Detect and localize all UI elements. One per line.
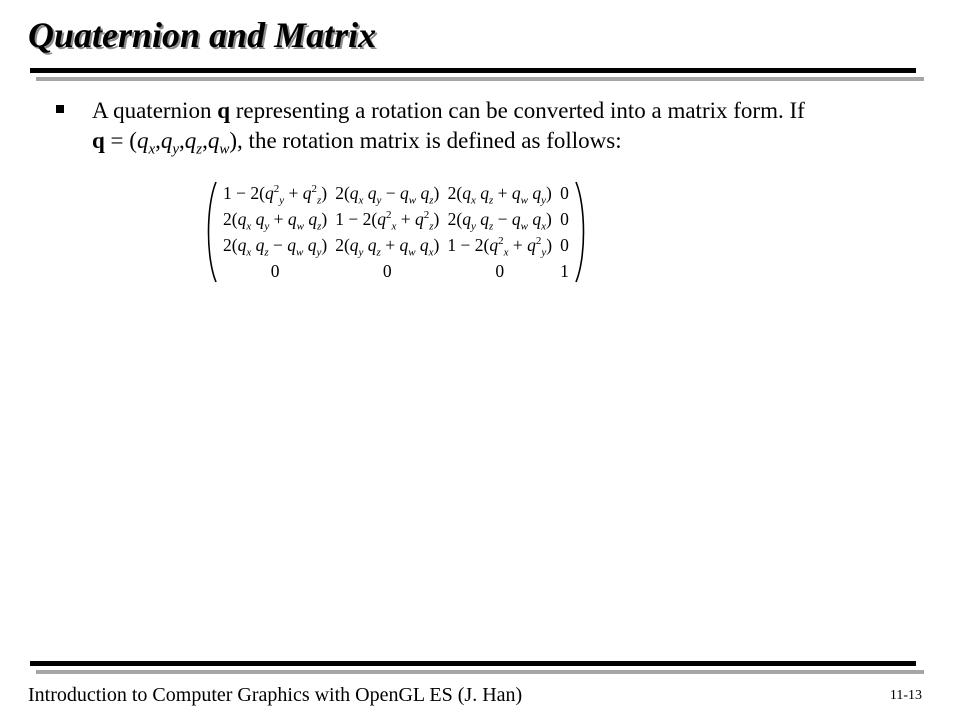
matrix-cell: $2(q_x$ $q_z - q_w$ $q_y$) (223, 235, 328, 259)
equals-text: = ( (104, 128, 137, 153)
bullet-text-close: ), the rotation matrix is defined as follows: (229, 128, 622, 153)
qw-sub: w (219, 141, 230, 158)
bullet-text-part2: representing a rotation can be converted into a matrix form. If (230, 98, 805, 123)
matrix-table (219, 180, 573, 284)
right-paren-icon (574, 180, 588, 284)
matrix-cell: 0 (270, 261, 280, 281)
matrix-cell: 0 (560, 183, 569, 203)
matrix-cell: 0 (382, 261, 392, 281)
matrix-cell: $1 - 2(q^2_x + q^2_z)$ (335, 209, 440, 233)
footer-course-title: Introduction to Computer Graphics with OpenGL ES (J. Han) (28, 684, 523, 706)
qx-sub: x (148, 141, 156, 158)
comma-2: , (179, 128, 185, 153)
matrix-cell: 0 (560, 235, 569, 255)
square-bullet-icon (56, 105, 64, 113)
comma-1: , (155, 128, 161, 153)
qw-var: q (207, 128, 220, 153)
quaternion-symbol-2: q (92, 128, 105, 153)
left-paren-icon (204, 180, 218, 284)
comma-3: , (202, 128, 208, 153)
footer-rule (30, 661, 916, 666)
matrix-cell: $1 - 2(q^2_y + q^2_z)$ (223, 183, 328, 207)
matrix-cell: $2(q_x$ $q_z + q_w$ $q_y$) (447, 183, 552, 207)
matrix-cell: $2(q_x$ $q_y - q_w$ $q_z$) (335, 183, 440, 207)
qy-sub: y (172, 141, 180, 158)
matrix-cell: $2(q_y$ $q_z + q_w$ $q_x$) (335, 235, 440, 259)
quaternion-symbol: q (217, 98, 230, 123)
bullet-item (56, 96, 926, 156)
slide-title: Quaternion and Matrix (28, 15, 377, 55)
bullet-text-part1: A quaternion (92, 98, 218, 123)
qx-var: q (136, 128, 149, 153)
matrix-cell: $2(q_y$ $q_z - q_w$ $q_x$) (447, 209, 552, 233)
matrix-row (219, 206, 573, 232)
matrix-cell: 0 (495, 261, 505, 281)
matrix-cell: 1 (560, 261, 569, 281)
page-number: 11-13 (889, 688, 922, 703)
bullet-text (92, 96, 926, 156)
title-rule-shadow (36, 77, 924, 81)
matrix-row (219, 180, 573, 206)
title-rule (30, 68, 916, 73)
matrix-cell: $1 - 2(q^2_x + q^2_y)$ (447, 235, 553, 259)
matrix-cell: $2(q_x$ $q_y + q_w$ $q_z$) (223, 209, 328, 233)
footer-rule-shadow (36, 670, 924, 674)
matrix-row (219, 258, 573, 284)
qz-sub: z (196, 141, 203, 158)
matrix-row (219, 232, 573, 258)
matrix-cell: 0 (560, 209, 569, 229)
qz-var: q (184, 128, 197, 153)
rotation-matrix (204, 180, 588, 284)
qy-var: q (160, 128, 173, 153)
